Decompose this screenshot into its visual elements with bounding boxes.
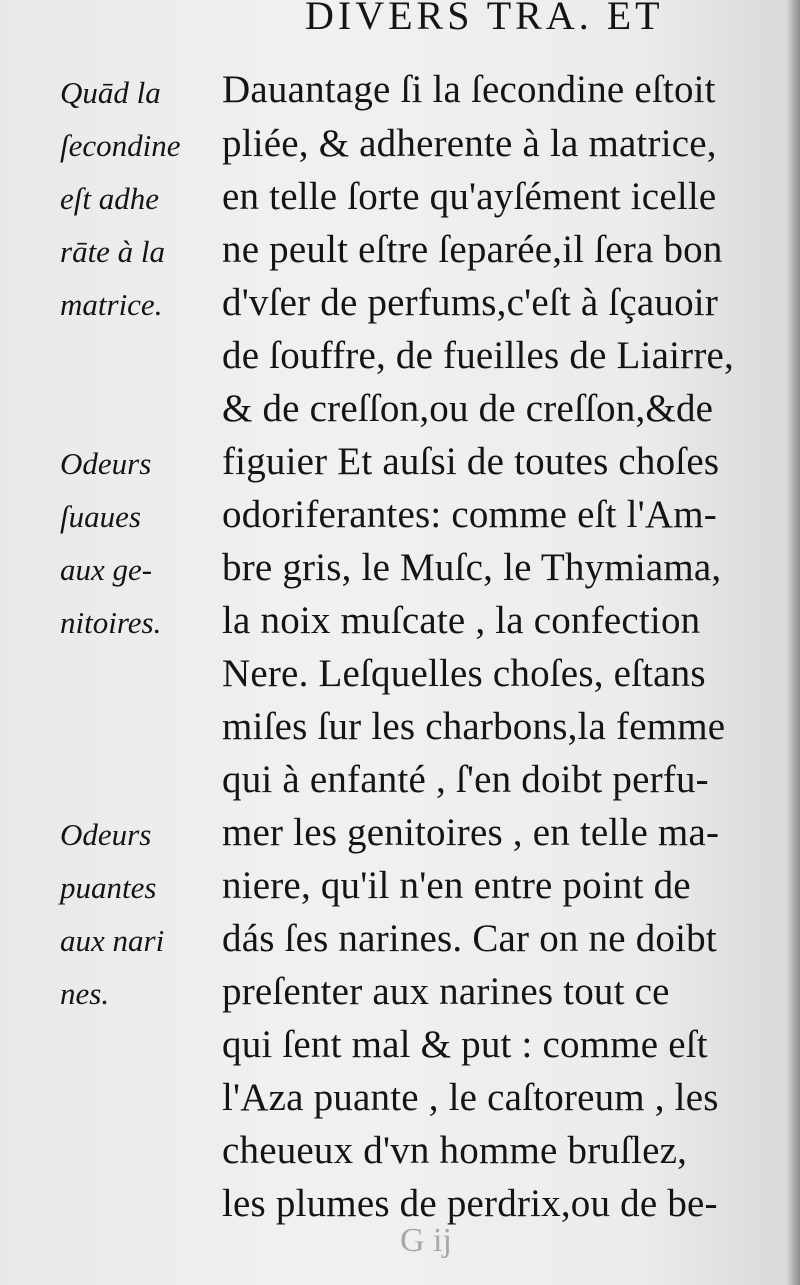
body-line: niere, qu'il n'en entre point de [222, 864, 691, 907]
margin-note: Odeurs [60, 446, 152, 481]
body-line: preſenter aux narines tout ce [222, 970, 670, 1013]
margin-note: eſt adhe [60, 181, 159, 216]
body-line: qui à enfanté , ſ'en doibt perfu- [222, 758, 709, 801]
body-line: & de creſſon,ou de creſſon,&de [222, 387, 714, 430]
body-line: l'Aza puante , le caſtoreum , les [222, 1076, 719, 1119]
body-line: la noix muſcate , la confection [222, 599, 701, 642]
margin-note: matrice. [60, 287, 163, 322]
margin-note: puantes [60, 870, 157, 905]
body-line: qui ſent mal & put : comme eſt [222, 1023, 708, 1066]
body-line: miſes ſur les charbons,la femme [222, 705, 726, 748]
margin-note: ſecondine [60, 128, 181, 163]
faint-signature-mark: G ij [400, 1222, 452, 1259]
body-line: d'vſer de perfums,c'eſt à ſçauoir [222, 281, 719, 324]
body-line: mer les genitoires , en telle ma- [222, 811, 720, 854]
body-line: ne peult eſtre ſeparée,il ſera bon [222, 228, 723, 271]
margin-note: aux nari [60, 923, 165, 958]
running-header: DIVERS TRA. ET [305, 0, 664, 38]
body-line: Dauantage ſi la ſecondine eſtoit [222, 68, 716, 111]
margin-note: ſuaues [60, 499, 141, 534]
body-line: les plumes de perdrix,ou de be- [222, 1182, 718, 1225]
page-gutter-shadow [786, 0, 800, 1285]
body-line: pliée, & adherente à la matrice, [222, 122, 717, 165]
body-line: dás ſes narines. Car on ne doibt [222, 917, 717, 960]
margin-note: aux ge- [60, 552, 153, 587]
body-line: figuier Et auſsi de toutes choſes [222, 440, 720, 483]
body-line: Nere. Leſquelles choſes, eſtans [222, 652, 706, 695]
margin-note: nes. [60, 976, 110, 1011]
margin-note: Quād la [60, 75, 161, 110]
margin-note: rāte à la [60, 234, 166, 269]
body-line: en telle ſorte qu'ayſément icelle [222, 175, 717, 218]
body-line: de ſouffre, de fueilles de Liairre, [222, 334, 734, 377]
body-line: bre gris, le Muſc, le Thymiama, [222, 546, 722, 589]
body-line: cheueux d'vn homme bruſlez, [222, 1129, 688, 1172]
margin-note: Odeurs [60, 817, 152, 852]
margin-note: nitoires. [60, 605, 162, 640]
body-line: odoriferantes: comme eſt l'Am- [222, 493, 717, 536]
